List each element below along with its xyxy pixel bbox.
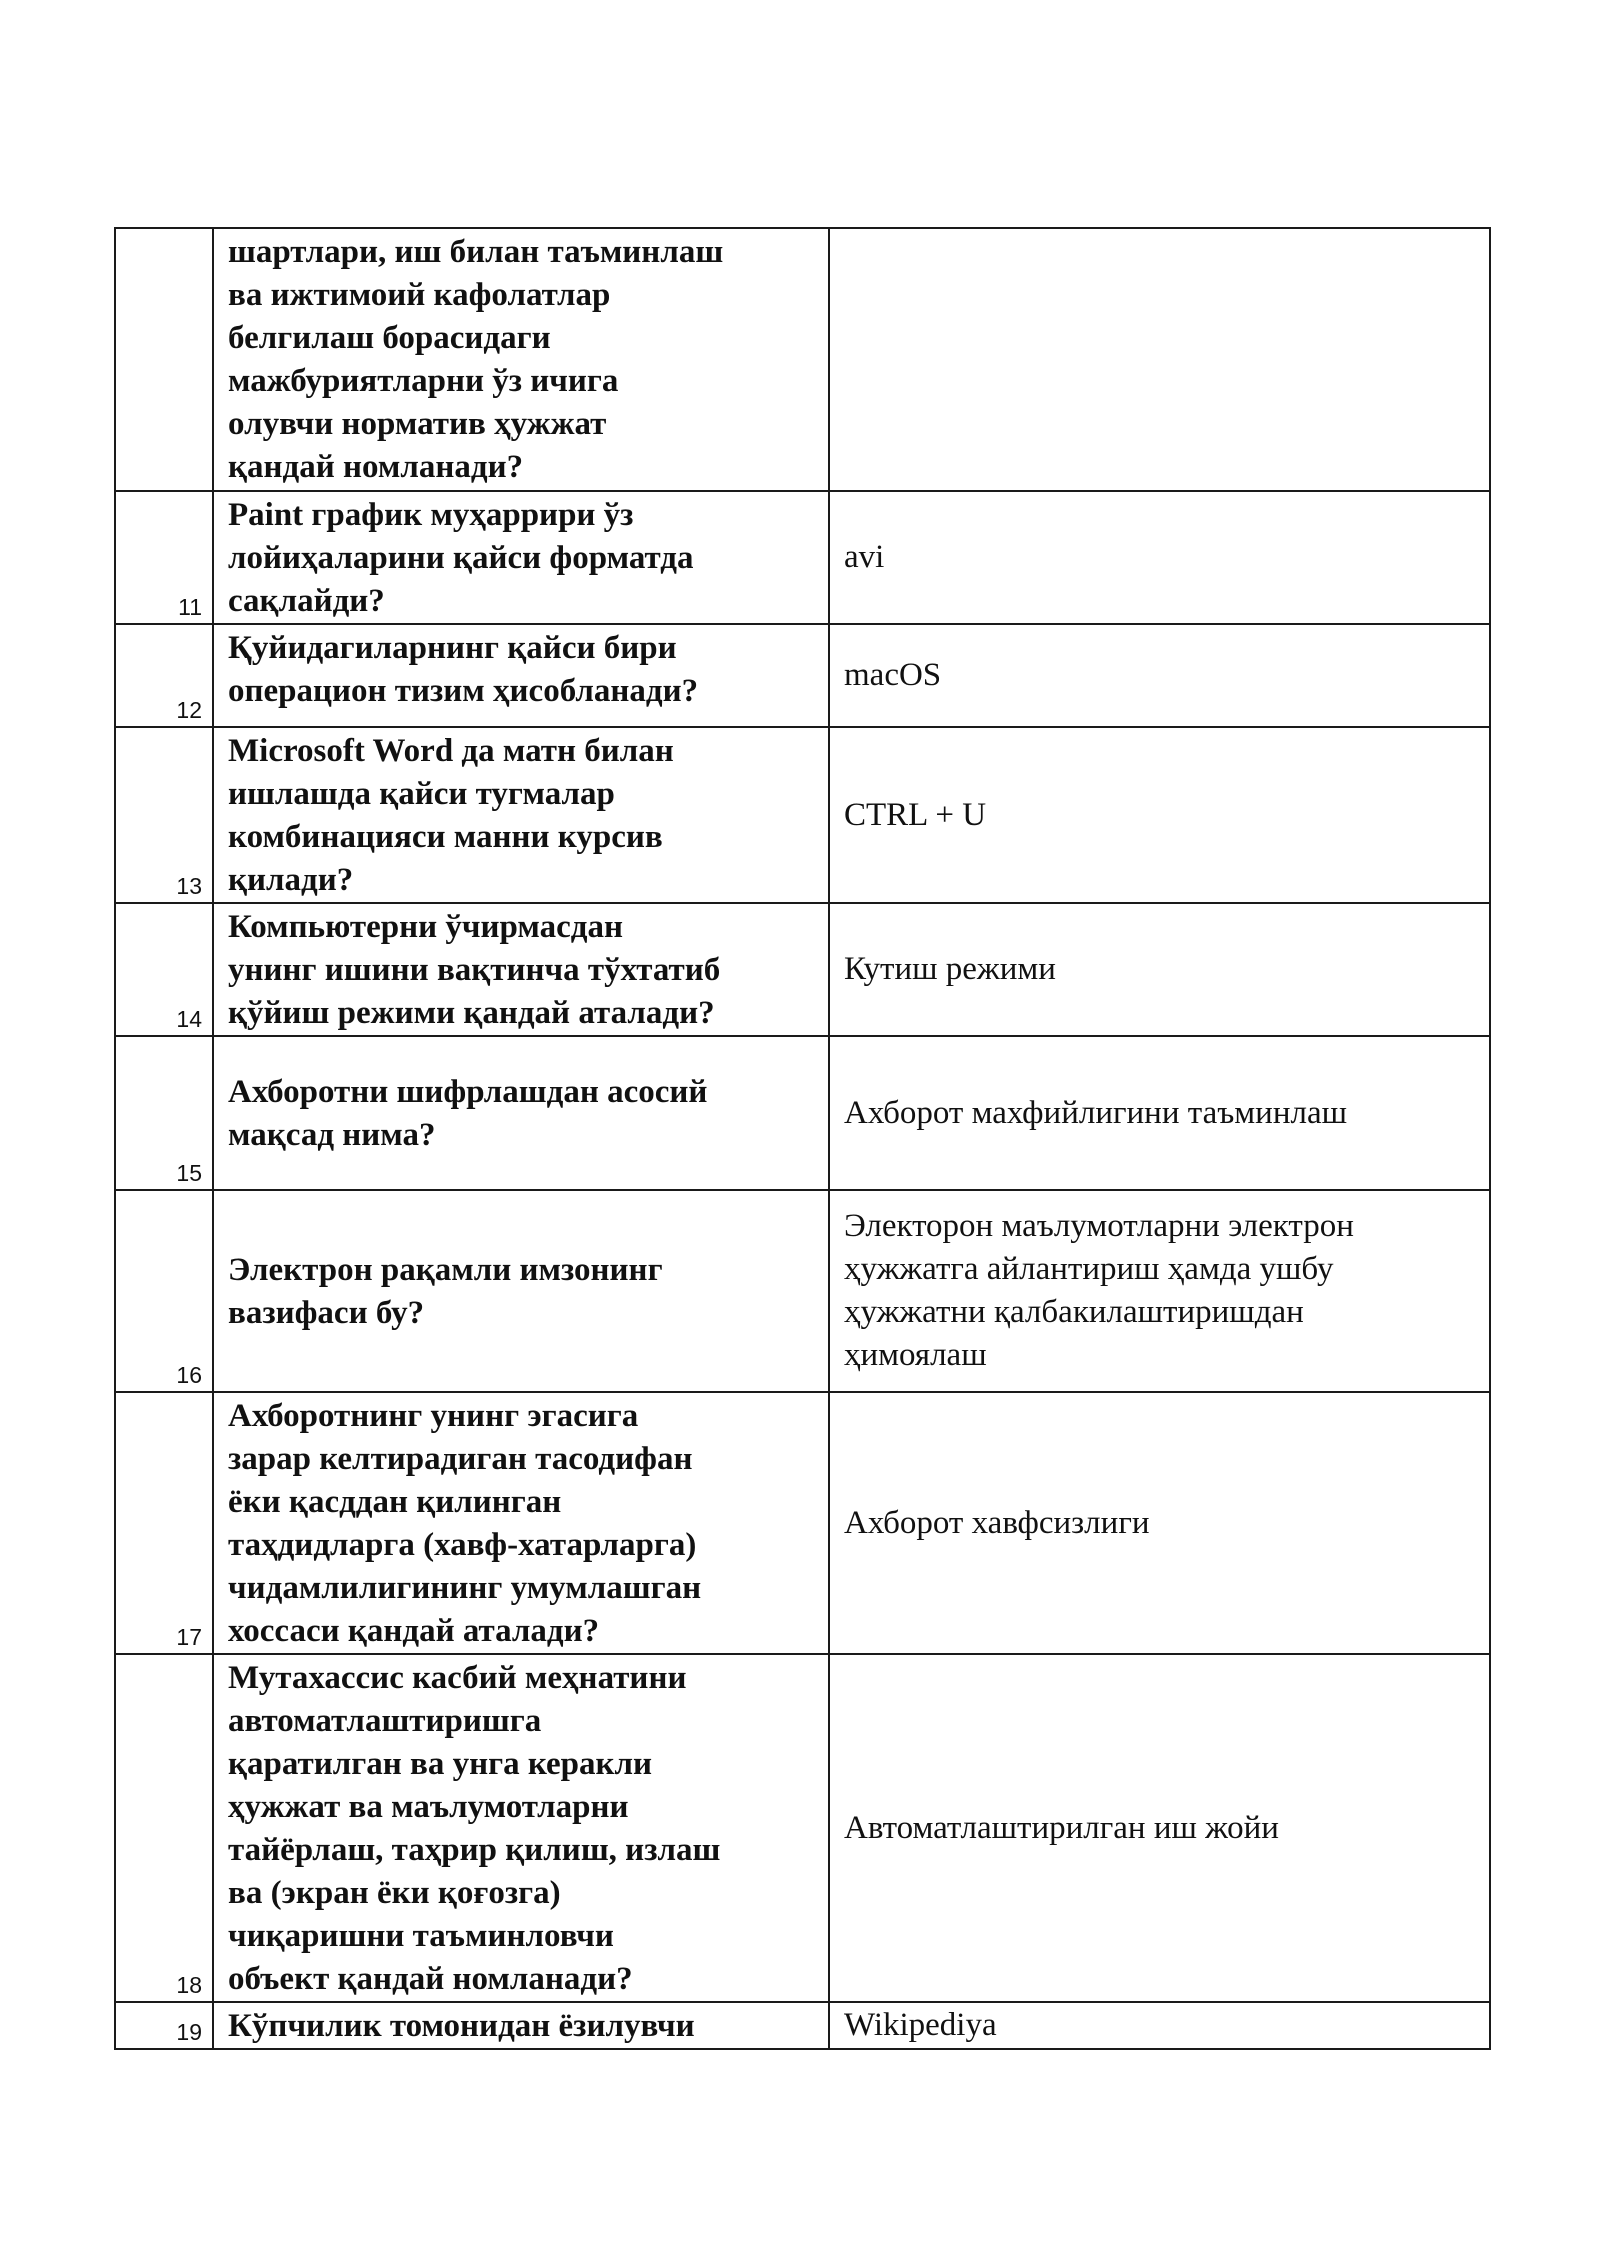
- table-row: [115, 1392, 1490, 1654]
- answer-cell: [829, 624, 1490, 727]
- table-row: [115, 491, 1490, 624]
- question-cell: [213, 1190, 829, 1392]
- row-number: 12: [115, 624, 213, 727]
- answer-cell: [829, 1654, 1490, 2002]
- row-number: 15: [115, 1036, 213, 1190]
- row-number: 16: [115, 1190, 213, 1392]
- answer-cell: [829, 1190, 1490, 1392]
- answer-text: Электорон маълумотларни электрон ҳужжатга айлантириш ҳамда ушбу ҳужжатни қалбакилаштиришдан ҳимоялаш: [844, 1208, 1354, 1373]
- answer-text: avi: [844, 539, 885, 575]
- table-row: [115, 903, 1490, 1036]
- table-row: [115, 228, 1490, 491]
- question-text: Электрон рақамли имзонинг вазифаси бу?: [228, 1252, 663, 1331]
- answer-text: Wikipediya: [844, 2007, 997, 2043]
- answer-cell: [829, 2002, 1490, 2049]
- question-cell: [213, 1654, 829, 2002]
- question-cell: [213, 491, 829, 624]
- answer-text: macOS: [844, 657, 942, 693]
- answer-text: Ахборот хавфсизлиги: [844, 1504, 1150, 1541]
- answer-text: CTRL + U: [844, 796, 987, 833]
- answer-cell: [829, 491, 1490, 624]
- table-row: [115, 1654, 1490, 2002]
- question-text: шартлари, иш билан таъминлаш ва ижтимоий кафолатлар белгилаш борасидаги мажбуриятларни ўз ичига олувчи норматив ҳужжат қандай номланади?: [228, 234, 724, 485]
- question-cell: [213, 624, 829, 727]
- answer-text: Кутиш режими: [844, 951, 1056, 987]
- question-text: Қуйидагиларнинг қайси бири операцион тизим ҳисобланади?: [228, 630, 699, 709]
- question-text: Microsoft Word да матн билан ишлашда қайси тугмалар комбинацияси манни курсив қилади?: [228, 733, 674, 898]
- row-number: 14: [115, 903, 213, 1036]
- row-number: 13: [115, 727, 213, 903]
- table-row: [115, 624, 1490, 727]
- table-row: [115, 1190, 1490, 1392]
- question-cell: [213, 1392, 829, 1654]
- question-text: Ахборотни шифрлашдан асосий мақсад нима?: [228, 1074, 708, 1153]
- question-text: Paint график муҳаррири ўз лойиҳаларини қайси форматда сақлайди?: [228, 497, 694, 619]
- table-row: [115, 1036, 1490, 1190]
- row-number: [115, 228, 213, 491]
- answer-cell: [829, 1392, 1490, 1654]
- answer-cell: [829, 903, 1490, 1036]
- answer-text: Ахборот махфийлигини таъминлаш: [844, 1094, 1348, 1131]
- question-text: Ахборотнинг унинг эгасига зарар келтирадиган тасодифан ёки қасддан қилинган таҳдидларга (хавф-хатарларга) чидамлилигининг умумлашган хоссаси қандай аталади?: [228, 1398, 702, 1649]
- question-cell: [213, 903, 829, 1036]
- table-row: [115, 2002, 1490, 2049]
- question-text: Мутахассис касбий меҳнатини автоматлаштиришга қаратилган ва унга керакли ҳужжат ва маълумотларни тайёрлаш, таҳрир қилиш, излаш ва (экран ёки қоғозга) чиқаришни таъминловчи объект қандай номланади?: [228, 1660, 721, 1997]
- row-number: 18: [115, 1654, 213, 2002]
- question-cell: [213, 2002, 829, 2049]
- row-number: 17: [115, 1392, 213, 1654]
- answer-cell: [829, 727, 1490, 903]
- answer-text: Автоматлаштирилган иш жойи: [844, 1809, 1279, 1846]
- question-cell: [213, 228, 829, 491]
- question-text: Кўпчилик томонидан ёзилувчи: [228, 2008, 695, 2044]
- table-row: [115, 727, 1490, 903]
- answer-cell: [829, 228, 1490, 491]
- answer-cell: [829, 1036, 1490, 1190]
- question-text: Компьютерни ўчирмасдан унинг ишини вақтинча тўхтатиб қўйиш режими қандай аталади?: [228, 909, 721, 1031]
- row-number: 11: [115, 491, 213, 624]
- question-cell: [213, 727, 829, 903]
- questions-table: [114, 227, 1491, 2050]
- question-cell: [213, 1036, 829, 1190]
- row-number: 19: [115, 2002, 213, 2049]
